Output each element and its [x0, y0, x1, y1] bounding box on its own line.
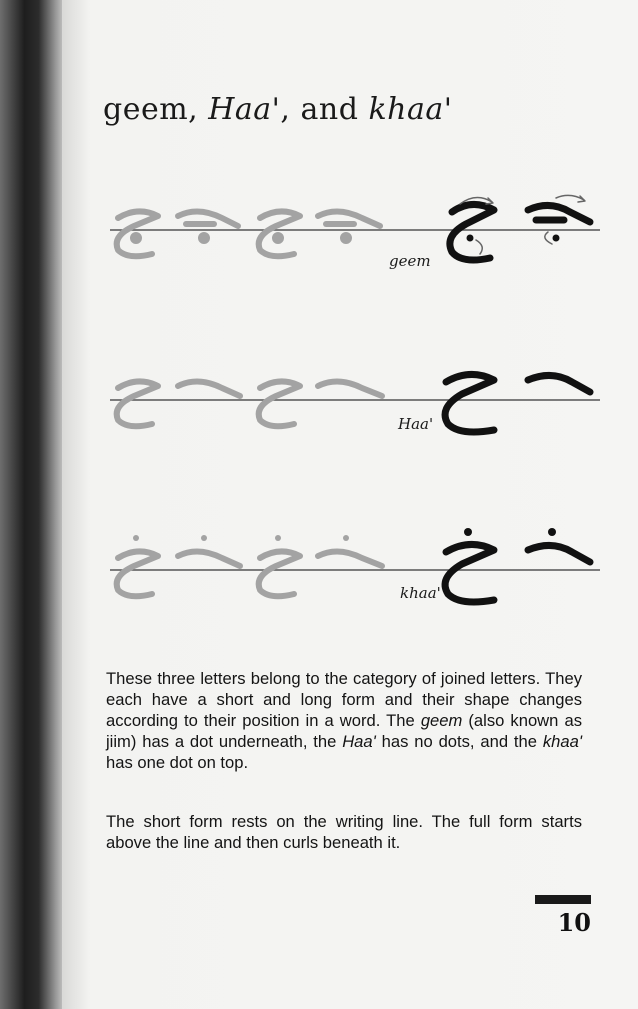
khaa-full-form-trace — [117, 551, 158, 596]
khaa-dot-trace-2 — [275, 535, 281, 541]
title-text-geem: geem, — [103, 92, 209, 127]
haa-letter-row — [0, 350, 638, 460]
geem-full-form-trace — [117, 211, 158, 256]
haa-term: Haa' — [342, 732, 376, 751]
writing-line-paragraph: The short form rests on the writing line. The full form starts above the line and then curls beneath it. — [106, 812, 582, 852]
geem-full-form-black — [450, 204, 494, 260]
geem-practice-illustration — [0, 180, 638, 290]
geem-full-form-trace-2 — [259, 211, 300, 256]
khaa-short-dot-trace — [201, 535, 207, 541]
geem-label: geem — [389, 252, 431, 270]
title-text-and: , and — [280, 92, 369, 127]
geem-dot — [467, 235, 474, 242]
khaa-letter-row — [0, 520, 638, 630]
geem-short-form-black — [528, 205, 590, 222]
khaa-short-form-trace-2 — [318, 551, 382, 566]
title-text-haa: Haa' — [208, 92, 281, 127]
khaa-short-form-black — [528, 545, 590, 562]
description-paragraph: These three letters belong to the category of joined letters. They each have a short and long form and their shape changes according to their position in a word. The geem (also known as jiim) has a dot underneath, the Haa' has no dots, and the khaa' has one dot on top. — [106, 669, 582, 772]
haa-full-form-trace — [117, 381, 158, 426]
geem-short-form-trace — [178, 211, 238, 241]
khaa-short-form-trace — [178, 551, 240, 566]
haa-practice-illustration — [0, 350, 638, 460]
khaa-dot — [464, 528, 472, 536]
title-text-khaa: khaa' — [368, 92, 453, 127]
geem-letter-row — [0, 180, 638, 290]
haa-short-form-black — [528, 375, 590, 392]
haa-full-form-black — [445, 374, 494, 432]
khaa-full-form-black — [445, 544, 494, 602]
book-binding-shadow — [0, 0, 70, 1009]
book-page — [62, 0, 638, 1009]
geem-term: geem — [420, 711, 463, 730]
haa-short-form-trace — [178, 381, 240, 396]
khaa-short-dot — [548, 528, 556, 536]
khaa-term: khaa' — [542, 732, 582, 751]
khaa-full-form-trace-2 — [259, 551, 300, 596]
khaa-dot-trace — [133, 535, 139, 541]
page-title — [103, 92, 452, 127]
khaa-label: khaa' — [400, 584, 441, 602]
page-number-bar — [535, 895, 591, 904]
page-number: 10 — [557, 908, 591, 937]
khaa-short-dot-trace-2 — [343, 535, 349, 541]
haa-label: Haa' — [398, 415, 434, 433]
haa-short-form-trace-2 — [318, 381, 382, 396]
khaa-practice-illustration — [0, 520, 638, 630]
geem-short-dot — [553, 235, 560, 242]
geem-short-form-trace-2 — [318, 211, 380, 241]
haa-full-form-trace-2 — [259, 381, 300, 426]
